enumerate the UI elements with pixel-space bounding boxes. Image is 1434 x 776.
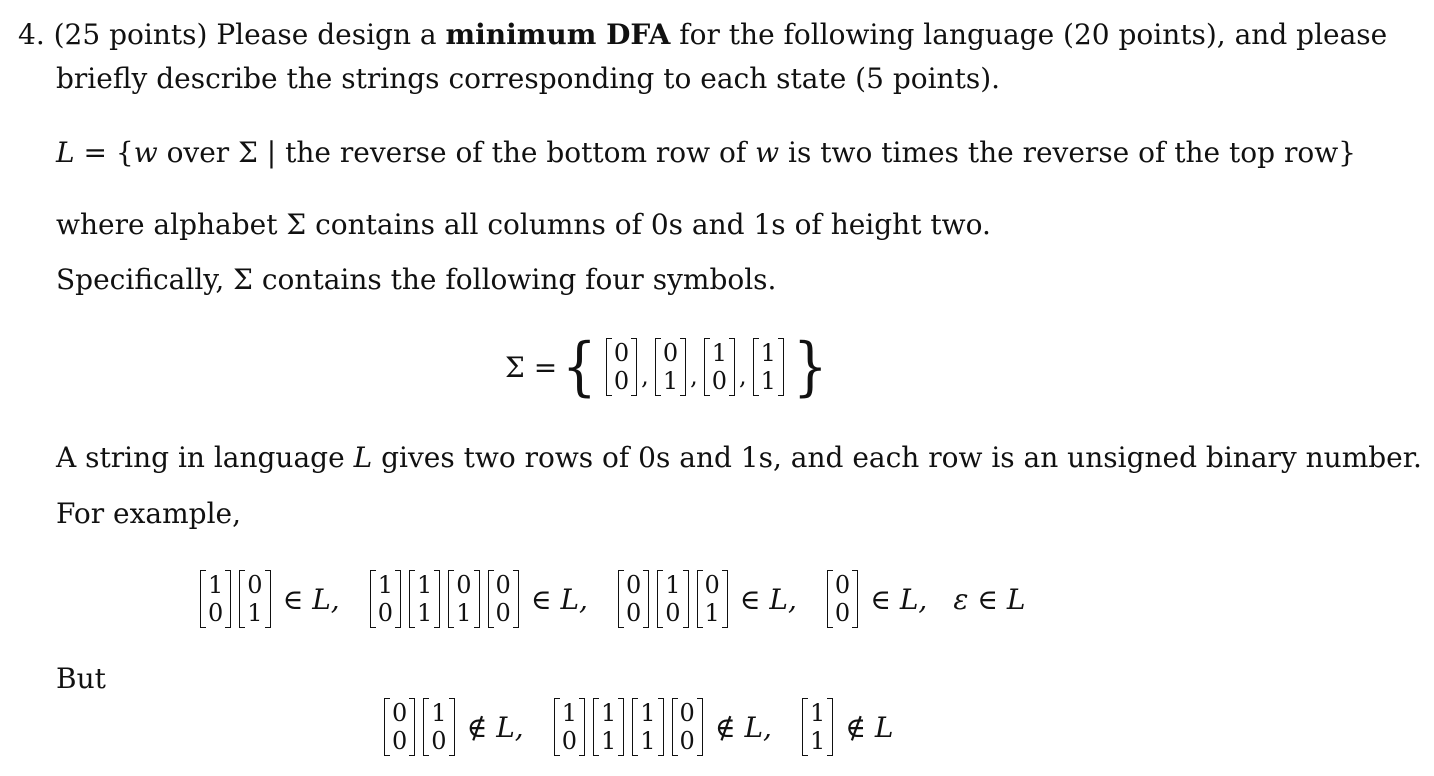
column-symbol: 0 0 [827,568,858,630]
column-symbol: 0 0 [672,696,703,758]
sigma-label: Σ = [505,350,558,384]
column-symbol: 1 0 [423,696,454,758]
sigma-symbol: 1 0 [704,336,735,398]
question-line-1 [18,18,1387,52]
language-def-end: is two times the reverse of the top row} [788,136,1356,169]
language-over: over Σ | the reverse of the bottom row of [166,136,747,169]
relation: ∈ L, [870,582,928,616]
question-intro: Please design a [216,18,437,51]
relation: ∈ L, [530,582,588,616]
alphabet-line-2: Specifically, Σ contains the following four symbols. [56,263,777,296]
column-symbol: 1 1 [632,696,663,758]
relation: ∈ L, [739,582,797,616]
examples-in-row [196,566,1025,632]
column-symbol: 0 0 [384,696,415,758]
column-symbol: 1 1 [802,696,833,758]
question-number: 4. [18,18,45,51]
column-symbol: 1 0 [554,696,585,758]
relation: ∉ L, [466,710,524,744]
left-brace: { [562,330,597,404]
language-w2: w [755,136,780,169]
column-symbol: 0 0 [618,568,649,630]
question-bold: minimum DFA [445,18,671,51]
sigma-symbol: 0 1 [655,336,686,398]
relation: ∈ L, [282,582,340,616]
column-symbol: 1 0 [370,568,401,630]
column-symbol: 1 1 [409,568,440,630]
question-line-2: briefly describe the strings corresponding to each state (5 points). [56,62,1001,95]
sigma-set: Σ = { 0 0 , 0 1 , 1 0 , 1 1 } [505,330,828,404]
column-symbol: 1 0 [657,568,688,630]
epsilon-example: ε ∈ L [953,582,1026,616]
language-def-start: = { [83,136,134,169]
column-symbol: 1 0 [200,568,231,630]
column-symbol: 0 0 [488,568,519,630]
column-symbol: 0 1 [697,568,728,630]
examples-out-row [380,694,893,760]
question-points: (25 points) [53,18,208,51]
relation: ∉ L [845,710,894,744]
language-lhs: L [56,136,75,169]
question-rest: for the following language (20 points), and please [679,18,1388,51]
language-w: w [133,136,158,169]
sigma-symbol: 0 0 [606,336,637,398]
right-brace: } [792,330,828,404]
for-example-label: For example, [56,497,241,530]
relation: ∉ L, [714,710,772,744]
explanation-line: A string in language L gives two rows of 0s and 1s, and each row is an unsigned binary number. [56,441,1422,474]
alphabet-line-1: where alphabet Σ contains all columns of 0s and 1s of height two. [56,208,991,241]
sigma-symbol: 1 1 [753,336,784,398]
but-label: But [56,662,106,695]
column-symbol: 0 1 [239,568,270,630]
column-symbol: 1 1 [593,696,624,758]
column-symbol: 0 1 [448,568,479,630]
language-definition [56,136,1356,170]
